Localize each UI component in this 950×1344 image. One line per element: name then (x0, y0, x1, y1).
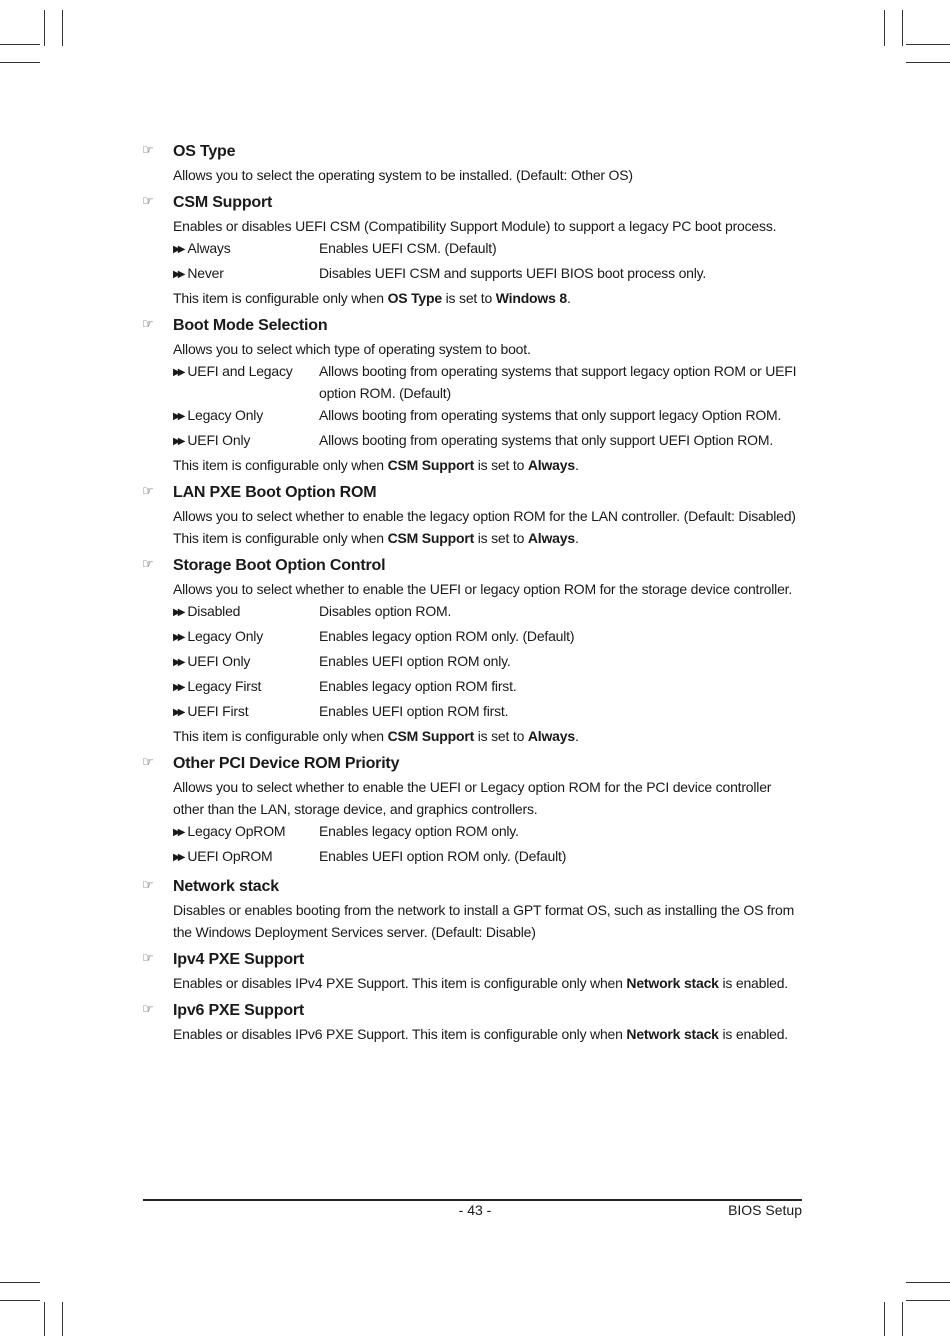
note-text: is set to (474, 530, 528, 546)
bios-item-section (140, 191, 802, 309)
note-emphasis: CSM Support (387, 530, 475, 546)
option-row (173, 429, 802, 454)
item-note (173, 972, 802, 994)
item-description: Allows you to select the operating system to be installed. (Default: Other OS) (173, 167, 633, 183)
option-row (173, 262, 802, 287)
option-name: Legacy First (187, 678, 262, 694)
item-description: Allows you to select which type of operating system to boot. (173, 341, 531, 357)
note-text: This item is configurable only when (173, 457, 388, 473)
option-description: Enables UEFI CSM. (Default) (319, 240, 497, 256)
item-note (173, 527, 802, 549)
option-row (173, 600, 802, 625)
double-arrow-icon: ▶▶ (173, 632, 183, 643)
note-text: is enabled. (718, 1026, 788, 1042)
note-text: is set to (474, 728, 528, 744)
item-description: Allows you to select whether to enable the UEFI or legacy option ROM for the storage device controller. (173, 581, 793, 597)
option-description: Enables legacy option ROM only. (Default) (319, 628, 575, 644)
crop-mark (884, 1302, 885, 1336)
option-row (173, 700, 802, 725)
option-name: UEFI Only (187, 653, 251, 669)
note-text: . (574, 530, 579, 546)
crop-mark (906, 44, 950, 45)
option-name-cell (173, 675, 319, 700)
option-description: Enables legacy option ROM first. (319, 678, 517, 694)
crop-mark (906, 1300, 950, 1301)
note-text: . (574, 728, 579, 744)
chapter-title: BIOS Setup (728, 1202, 802, 1218)
option-description: Enables UEFI option ROM only. (Default) (319, 848, 567, 864)
option-name: UEFI and Legacy (187, 363, 293, 379)
bios-item-section (140, 314, 802, 476)
item-title: OS Type (173, 143, 236, 160)
crop-mark (0, 1300, 40, 1301)
option-description: Allows booting from operating systems that only support UEFI Option ROM. (319, 432, 774, 448)
bios-item-section (140, 554, 802, 747)
pointing-hand-icon: ☞ (142, 754, 154, 769)
double-arrow-icon: ▶▶ (173, 367, 183, 378)
option-description: Disables option ROM. (319, 603, 452, 619)
option-name: Legacy Only (187, 628, 264, 644)
note-text: . (566, 290, 571, 306)
crop-mark (906, 62, 950, 63)
crop-mark (902, 10, 903, 46)
note-emphasis: Network stack (626, 1026, 719, 1042)
note-text: Enables or disables IPv6 PXE Support. This item is configurable only when (173, 1026, 627, 1042)
crop-mark (902, 1302, 903, 1336)
crop-mark (0, 44, 40, 45)
item-description: Enables or disables UEFI CSM (Compatibility Support Module) to support a legacy PC boot process. (173, 218, 777, 234)
item-title: Boot Mode Selection (173, 317, 328, 334)
item-title: Ipv6 PXE Support (173, 1002, 305, 1019)
pointing-hand-icon: ☞ (142, 877, 154, 892)
option-name: UEFI Only (187, 432, 251, 448)
option-row (173, 820, 802, 845)
crop-mark (0, 62, 40, 63)
pointing-hand-icon: ☞ (142, 556, 154, 571)
item-title: LAN PXE Boot Option ROM (173, 484, 377, 501)
item-title: Network stack (173, 878, 279, 895)
note-emphasis: Windows 8 (495, 290, 567, 306)
note-text: This item is configurable only when (173, 290, 388, 306)
note-emphasis: Always (527, 728, 575, 744)
double-arrow-icon: ▶▶ (173, 657, 183, 668)
note-text: . (574, 457, 579, 473)
crop-mark (0, 1282, 40, 1283)
option-name: Never (187, 265, 224, 281)
bios-item-section (140, 481, 802, 549)
item-description: Allows you to select whether to enable the UEFI or Legacy option ROM for the PCI device controller other than the LAN, storage device, and graphics controllers. (173, 779, 772, 817)
option-description: Enables UEFI option ROM only. (319, 653, 511, 669)
option-name: Always (187, 240, 231, 256)
pointing-hand-icon: ☞ (142, 316, 154, 331)
option-name-cell (173, 429, 319, 454)
option-name: Legacy Only (187, 407, 264, 423)
item-note (173, 1023, 802, 1045)
option-name: Legacy OpROM (187, 823, 286, 839)
bios-item-section (140, 948, 802, 994)
pointing-hand-icon: ☞ (142, 483, 154, 498)
option-row (173, 404, 802, 429)
option-description: Allows booting from operating systems that support legacy option ROM or UEFI option ROM. (Default) (319, 363, 797, 401)
bios-item-section (140, 752, 802, 870)
crop-mark (44, 1302, 45, 1336)
double-arrow-icon: ▶▶ (173, 436, 183, 447)
double-arrow-icon: ▶▶ (173, 269, 183, 280)
crop-mark (62, 1302, 63, 1336)
bios-item-section (140, 140, 802, 186)
note-text: Enables or disables IPv4 PXE Support. This item is configurable only when (173, 975, 627, 991)
option-description: Enables legacy option ROM only. (319, 823, 519, 839)
item-note (173, 287, 802, 309)
page-number: - 43 - (458, 1202, 492, 1218)
option-name-cell (173, 625, 319, 650)
option-name-cell (173, 820, 319, 845)
item-title: Other PCI Device ROM Priority (173, 755, 400, 772)
note-emphasis: Always (527, 457, 575, 473)
note-text: This item is configurable only when (173, 728, 388, 744)
item-title: CSM Support (173, 194, 273, 211)
note-emphasis: Network stack (626, 975, 719, 991)
option-row (173, 650, 802, 675)
note-emphasis: CSM Support (387, 457, 475, 473)
option-row (173, 237, 802, 262)
option-description: Disables UEFI CSM and supports UEFI BIOS boot process only. (319, 265, 707, 281)
bios-item-section (140, 999, 802, 1045)
double-arrow-icon: ▶▶ (173, 852, 183, 863)
double-arrow-icon: ▶▶ (173, 707, 183, 718)
option-name-cell (173, 845, 319, 870)
note-emphasis: OS Type (387, 290, 442, 306)
crop-mark (62, 10, 63, 46)
note-text: is set to (474, 457, 528, 473)
option-name-cell (173, 262, 319, 287)
pointing-hand-icon: ☞ (142, 1001, 154, 1016)
option-name: UEFI OpROM (187, 848, 273, 864)
note-text: is set to (441, 290, 496, 306)
double-arrow-icon: ▶▶ (173, 827, 183, 838)
note-emphasis: Always (527, 530, 575, 546)
option-name: Disabled (187, 603, 241, 619)
bios-manual-content (140, 140, 802, 1050)
pointing-hand-icon: ☞ (142, 950, 154, 965)
item-title: Storage Boot Option Control (173, 557, 386, 574)
item-title: Ipv4 PXE Support (173, 951, 305, 968)
option-row (173, 360, 802, 404)
option-name-cell (173, 237, 319, 262)
item-note (173, 454, 802, 476)
double-arrow-icon: ▶▶ (173, 607, 183, 618)
option-description: Enables UEFI option ROM first. (319, 703, 509, 719)
option-row (173, 675, 802, 700)
option-name-cell (173, 600, 319, 625)
bios-item-section (140, 875, 802, 943)
pointing-hand-icon: ☞ (142, 142, 154, 157)
crop-mark (884, 10, 885, 46)
option-row (173, 845, 802, 870)
option-name-cell (173, 700, 319, 725)
double-arrow-icon: ▶▶ (173, 244, 183, 255)
note-text: This item is configurable only when (173, 530, 388, 546)
double-arrow-icon: ▶▶ (173, 682, 183, 693)
option-name-cell (173, 650, 319, 675)
option-name: UEFI First (187, 703, 249, 719)
note-emphasis: CSM Support (387, 728, 475, 744)
item-note (173, 725, 802, 747)
pointing-hand-icon: ☞ (142, 193, 154, 208)
option-row (173, 625, 802, 650)
double-arrow-icon: ▶▶ (173, 411, 183, 422)
option-name-cell (173, 360, 319, 404)
item-description: Disables or enables booting from the network to install a GPT format OS, such as installing the OS from the Windows Deployment Services server. (Default: Disable) (173, 902, 795, 940)
option-description: Allows booting from operating systems that only support legacy Option ROM. (319, 407, 782, 423)
note-text: is enabled. (718, 975, 788, 991)
crop-mark (44, 10, 45, 46)
item-description: Allows you to select whether to enable the legacy option ROM for the LAN controller. (Default: Disabled) (173, 508, 796, 524)
crop-mark (906, 1282, 950, 1283)
option-name-cell (173, 404, 319, 429)
